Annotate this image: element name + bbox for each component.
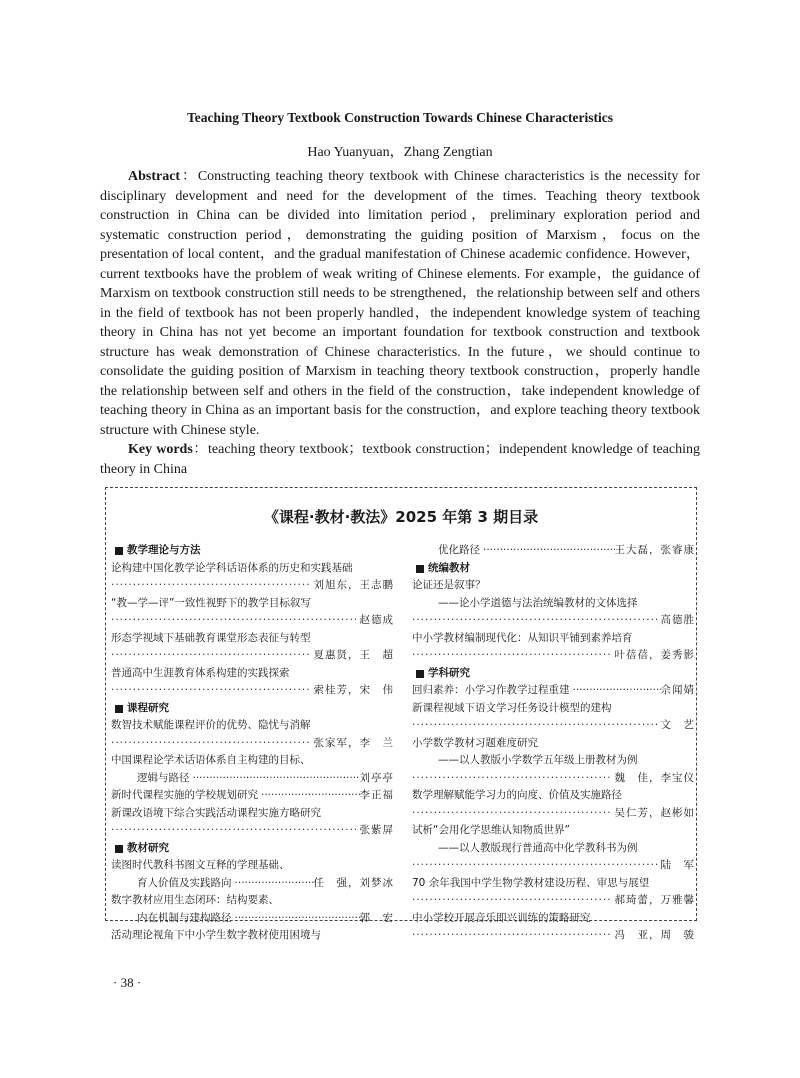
paper-authors: Hao Yuanyuan，Zhang Zengtian xyxy=(307,145,493,160)
toc-entry xyxy=(111,770,394,788)
toc-leader-dots xyxy=(111,647,310,665)
toc-entry-author-line xyxy=(111,647,394,665)
keywords-text: ：teaching theory textbook；textbook construction；independent knowledge of teaching theory in China xyxy=(100,442,700,477)
toc-entry-title: 70 余年我国中学生物学教材建设历程、审思与展望 xyxy=(412,876,650,889)
toc-leader-dots xyxy=(480,542,615,560)
toc-leader-dots xyxy=(258,787,360,805)
toc-section-heading: 统编教材 xyxy=(412,560,695,578)
toc-entry-authors: 张家军，李 兰 xyxy=(313,736,394,749)
toc-leader-dots xyxy=(412,892,611,910)
toc-entry-authors: 夏惠贤，王 超 xyxy=(313,649,394,661)
toc-entry-title: 论构建中国化教学论学科话语体系的历史和实践基础 xyxy=(111,561,353,574)
toc-entry-authors: 魏 佳，李宝仪 xyxy=(614,771,695,784)
toc-entry-title: ——以人教版小学数学五年级上册教材为例 xyxy=(438,754,638,766)
toc-entry-authors: 吴仁芳，赵彬如 xyxy=(614,806,695,819)
toc-entry-title: 活动理论视角下中小学生数字教材使用困境与 xyxy=(111,929,321,941)
toc-entry-author-line xyxy=(412,892,695,910)
toc-leader-dots xyxy=(412,770,611,788)
toc-entry-author-line xyxy=(111,612,394,630)
toc-entry-title: 中国课程论学术话语体系自主构建的目标、 xyxy=(111,754,311,766)
toc-entry-authors: 索桂芳，宋 伟 xyxy=(313,684,394,696)
toc-entry-author-line xyxy=(111,735,394,753)
abstract-block xyxy=(100,167,700,479)
toc-entry-authors: 王大磊，张睿康 xyxy=(614,544,695,556)
page-number: · 38 · xyxy=(113,975,142,990)
toc-entry-title: 内在机制与建构路径 xyxy=(137,911,232,924)
keywords-label: Key words xyxy=(128,442,193,457)
toc-entry xyxy=(111,787,394,805)
toc-entry-title: 论证还是叙事？ xyxy=(412,579,486,591)
toc-entry-title: ——论小学道德与法治统编教材的文体选择 xyxy=(438,596,638,609)
toc-leader-dots xyxy=(412,857,657,875)
toc-entry xyxy=(111,910,394,928)
toc-entry-title: 回归素养：小学习作教学过程重建 xyxy=(412,684,570,696)
abstract-label: Abstract xyxy=(128,169,181,184)
toc-entry-author-line xyxy=(412,770,695,788)
toc-entry-author-line xyxy=(412,805,695,823)
toc-entry-title: “教—学—评”一致性视野下的教学目标叙写 xyxy=(111,596,311,609)
toc-entry-authors: 刘亭亭 xyxy=(359,771,394,784)
toc-leader-dots xyxy=(111,612,356,630)
keywords-paragraph xyxy=(100,440,700,479)
toc-leader-dots xyxy=(412,612,657,630)
toc-entry-title: 优化路径 xyxy=(438,544,480,556)
toc-entry xyxy=(412,682,695,700)
toc-entry-authors: 郭 宏 xyxy=(359,911,394,924)
toc-entry-author-line xyxy=(111,682,394,700)
toc-leader-dots xyxy=(232,875,314,893)
toc-entry xyxy=(412,542,695,560)
toc-leader-dots xyxy=(190,770,360,788)
toc-entry-author-line xyxy=(111,577,394,595)
toc-entry-authors: 张紫屏 xyxy=(359,824,394,836)
toc-entry-title: 逻辑与路径 xyxy=(137,771,190,784)
toc-entry xyxy=(111,875,394,893)
toc-entry-authors: 陆 军 xyxy=(660,859,695,871)
toc-entry-title: 读图时代教科书图文互释的学理基础、 xyxy=(111,859,290,871)
toc-entry-title: 小学数学教材习题难度研究 xyxy=(412,736,538,749)
toc-title: 《课程·教材·教法》2025 年第 3 期目录 xyxy=(263,508,539,526)
toc-entry-authors: 刘旭东，王志鹏 xyxy=(313,579,394,591)
toc-entry-title: 中小学校开展音乐即兴训练的策略研究 xyxy=(412,911,591,924)
toc-entry-title: 普通高中生涯教育体系构建的实践探索 xyxy=(111,666,290,679)
toc-entry-title: 中小学教材编制现代化：从知识平铺到素养培育 xyxy=(412,631,633,644)
toc-leader-dots xyxy=(111,735,310,753)
toc-section-heading: 课程研究 xyxy=(111,700,394,718)
toc-entry-title: 新课改语境下综合实践活动课程实施方略研究 xyxy=(111,806,321,819)
toc-leader-dots xyxy=(111,577,310,595)
paper-title: Teaching Theory Textbook Construction Towards Chinese Characteristics xyxy=(186,110,614,125)
toc-entry-authors: 郝琦蕾，万雅馨 xyxy=(614,894,695,906)
toc-entry-authors: 冯 亚，周 骏 xyxy=(614,929,695,941)
abstract-paragraph xyxy=(100,167,700,440)
toc-leader-dots xyxy=(412,805,611,823)
toc-entry-author-line xyxy=(412,647,695,665)
toc-entry-author-line xyxy=(111,822,394,840)
toc-leader-dots xyxy=(412,647,611,665)
toc-entry-title: 数字教材应用生态闭环：结构要素、 xyxy=(111,894,279,906)
toc-entry-title: 试析“会用化学思维认知物质世界” xyxy=(412,824,570,836)
toc-section-heading: 教材研究 xyxy=(111,840,394,858)
toc-leader-dots xyxy=(412,927,611,945)
toc-entry-authors: 李正福 xyxy=(359,789,394,801)
toc-entry-title: ——以人教版现行普通高中化学教科书为例 xyxy=(438,841,638,854)
toc-leader-dots xyxy=(232,910,360,928)
toc-entry-authors: 高德胜 xyxy=(660,614,695,626)
toc-leader-dots xyxy=(111,822,356,840)
toc-entry-author-line xyxy=(412,612,695,630)
toc-right-column xyxy=(412,542,695,945)
table-of-contents xyxy=(105,487,697,941)
toc-entry-authors: 任 强，刘梦冰 xyxy=(313,876,394,889)
toc-entry-authors: 文 艺 xyxy=(660,719,695,731)
toc-entry-title: 新时代课程实施的学校规划研究 xyxy=(111,789,258,801)
toc-entry-title: 数学理解赋能学习力的向度、价值及实施路径 xyxy=(412,789,622,801)
toc-entry-author-line xyxy=(412,857,695,875)
toc-entry-title: 形态学视域下基础教育课堂形态表征与转型 xyxy=(111,631,311,644)
toc-leader-dots xyxy=(570,682,661,700)
toc-entry-author-line xyxy=(412,927,695,945)
toc-leader-dots xyxy=(111,682,310,700)
toc-section-heading: 学科研究 xyxy=(412,665,695,683)
toc-entry-title: 育人价值及实践路向 xyxy=(137,876,232,889)
toc-left-column xyxy=(111,542,394,945)
toc-entry-title: 新课程视域下语文学习任务设计模型的建构 xyxy=(412,701,612,714)
toc-entry-author-line xyxy=(412,717,695,735)
toc-entry-authors: 赵德成 xyxy=(359,614,394,626)
toc-section-heading: 教学理论与方法 xyxy=(111,542,394,560)
toc-entry-authors: 叶蓓蓓，姜秀影 xyxy=(614,649,695,661)
abstract-text: ：Constructing teaching theory textbook with Chinese characteristics is the necessity for disciplinary development and need for the development of the times. Teaching theory textbook construction in China can be divided into limitation period，preliminary exploration period and systematic construction period，demonstrating the guiding position of Marxism，focus on the presentation of local content，and the gradual manifestation of Chinese academic confidence. However，current textbooks have the problem of weak writing of Chinese elements. For example，the guidance of Marxism on textbook construction still needs to be strengthened，the relationship between self and others in the field of textbook has not been properly handled，the independent knowledge system of teaching theory in China has not yet become an important foundation for textbook construction and textbook structure has weak demonstration of Chinese characteristics. In the future，we should continue to consolidate the guiding position of Marxism in teaching theory textbook construction，properly handle the relationship between self and others in the field of the construction，take independent knowledge of teaching theory in China as an important basis for the construction，and explore teaching theory textbook structure with Chinese style. xyxy=(100,169,700,438)
toc-leader-dots xyxy=(412,717,657,735)
toc-entry-authors: 佘闻婧 xyxy=(660,684,695,696)
toc-entry-title: 数智技术赋能课程评价的优势、隐忧与消解 xyxy=(111,719,311,731)
